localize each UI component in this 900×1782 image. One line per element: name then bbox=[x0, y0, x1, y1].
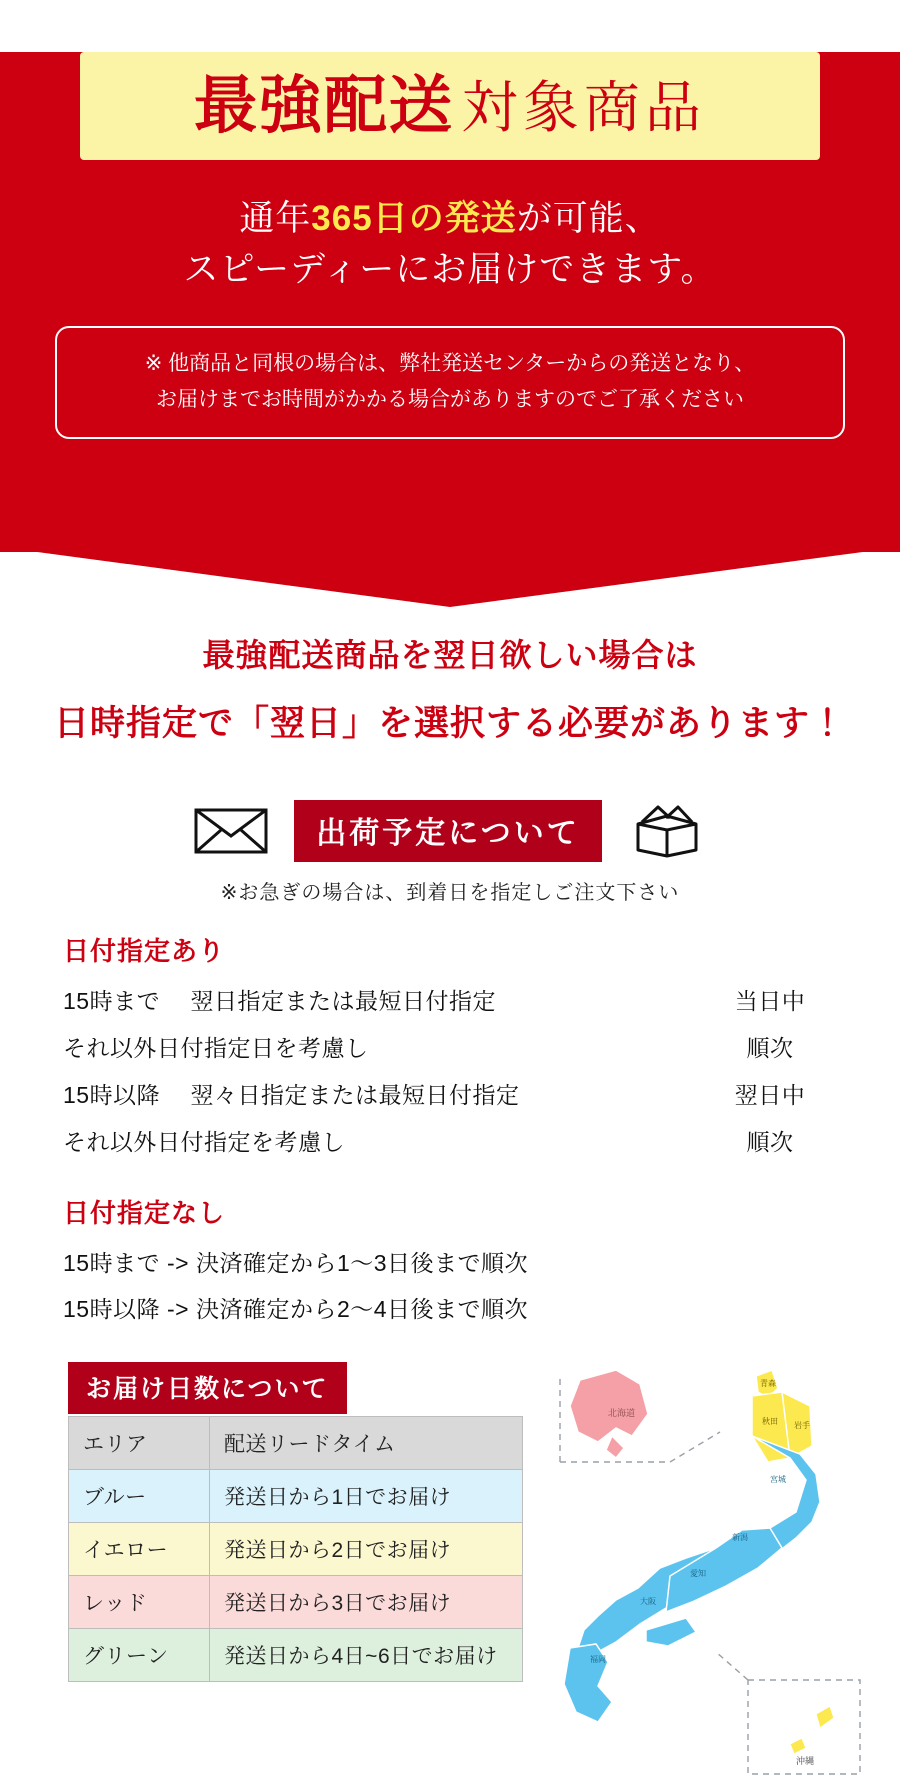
delivery-days-label: お届け日数について bbox=[68, 1362, 347, 1414]
hero-note bbox=[55, 326, 845, 440]
hero-subtitle-line1-highlight: 365日の発送 bbox=[311, 199, 517, 238]
map-label-niigata: 新潟 bbox=[732, 1532, 748, 1542]
hero-subtitle bbox=[0, 194, 900, 296]
schedule-row bbox=[55, 1025, 845, 1072]
table-cell-lead: 発送日から3日でお届け bbox=[210, 1575, 523, 1628]
hero-subtitle-line1 bbox=[0, 194, 900, 245]
japan-map bbox=[520, 1362, 880, 1782]
shipping-note: ※お急ぎの場合は、到着日を指定しご注文下さい bbox=[220, 882, 680, 904]
schedule-with-date bbox=[55, 931, 845, 1167]
hero-title-box bbox=[80, 52, 820, 160]
map-region-honshu bbox=[578, 1436, 820, 1654]
delivery-days-table bbox=[68, 1416, 523, 1682]
map-label-kansai: 大阪 bbox=[640, 1596, 656, 1606]
schedule-row bbox=[55, 1119, 845, 1166]
table-header-lead: 配送リードタイム bbox=[210, 1416, 523, 1469]
table-cell-lead: 発送日から1日でお届け bbox=[210, 1469, 523, 1522]
schedule-no-date bbox=[55, 1193, 845, 1332]
map-label-iwate: 岩手 bbox=[794, 1420, 810, 1430]
shipping-heading bbox=[0, 800, 900, 862]
hero-title-rest: 対象商品 bbox=[462, 76, 706, 139]
hero-title-strong: 最強配送 bbox=[194, 71, 454, 141]
map-region-shikoku bbox=[646, 1618, 696, 1646]
schedule-row-main: それ以外日付指定日を考慮し bbox=[63, 1035, 369, 1062]
schedule-row-right: 当日中 bbox=[734, 988, 806, 1014]
attention-block bbox=[0, 630, 900, 746]
hero-subtitle-line1-a: 通年 bbox=[239, 199, 312, 238]
map-label-fukuoka: 福岡 bbox=[590, 1654, 606, 1664]
table-cell-area: レッド bbox=[69, 1575, 210, 1628]
delivery-days-section bbox=[0, 1362, 900, 1782]
hero-note-line2: お届けまでお時間がかかる場合がありますのでご了承ください bbox=[156, 388, 744, 412]
hero-note-line1: ※ 他商品と同根の場合は、弊社発送センターからの発送となり、 bbox=[144, 351, 756, 375]
shipping-heading-label: 出荷予定について bbox=[294, 800, 601, 862]
table-row bbox=[69, 1522, 523, 1575]
table-cell-area: ブルー bbox=[69, 1469, 210, 1522]
schedule-row-right: 順次 bbox=[746, 1035, 794, 1062]
map-label-aomori: 青森 bbox=[760, 1378, 776, 1388]
schedule-row bbox=[55, 978, 845, 1025]
table-cell-area: イエロー bbox=[69, 1522, 210, 1575]
open-box-icon bbox=[628, 804, 706, 858]
schedule-row-main: 15時まで 翌日指定または最短日付指定 bbox=[63, 988, 496, 1014]
schedule-row bbox=[55, 1072, 845, 1119]
table-cell-lead: 発送日から4日~6日でお届け bbox=[210, 1628, 523, 1681]
map-label-hokkaido: 北海道 bbox=[608, 1407, 636, 1418]
attention-line1: 最強配送商品を翌日欲しい場合は bbox=[202, 637, 698, 673]
map-label-chubu: 愛知 bbox=[690, 1568, 706, 1578]
map-region-okinawa bbox=[816, 1706, 834, 1728]
schedule-row-right: 順次 bbox=[746, 1129, 794, 1156]
schedule-row-right: 翌日中 bbox=[734, 1082, 806, 1109]
table-row bbox=[69, 1628, 523, 1681]
hero-banner bbox=[0, 52, 900, 552]
schedule-row: 15時まで -> 決済確定から1〜3日後まで順次 bbox=[63, 1249, 529, 1276]
hero-subtitle-line2: スピーディーにお届けできます。 bbox=[183, 249, 717, 289]
table-row bbox=[69, 1416, 523, 1469]
no-date-title: 日付指定なし bbox=[63, 1197, 226, 1228]
map-label-okinawa: 沖縄 bbox=[796, 1755, 815, 1766]
map-label-akita: 秋田 bbox=[762, 1416, 778, 1426]
attention-line2: 日時指定で「翌日」を選択する必要があります！ bbox=[53, 704, 846, 743]
table-cell-lead: 発送日から2日でお届け bbox=[210, 1522, 523, 1575]
table-cell-area: グリーン bbox=[69, 1628, 210, 1681]
schedule-row: 15時以降 -> 決済確定から2〜4日後まで順次 bbox=[63, 1295, 529, 1322]
schedule-row-main: 15時以降 翌々日指定または最短日付指定 bbox=[63, 1082, 520, 1109]
table-row bbox=[69, 1575, 523, 1628]
map-region-hokkaido bbox=[570, 1370, 648, 1442]
schedule-row-main: それ以外日付指定を考慮し bbox=[63, 1129, 345, 1156]
table-row bbox=[69, 1469, 523, 1522]
table-header-area: エリア bbox=[69, 1416, 210, 1469]
envelope-icon bbox=[194, 806, 268, 856]
with-date-title: 日付指定あり bbox=[63, 936, 226, 966]
hero-subtitle-line1-c: が可能、 bbox=[516, 199, 661, 238]
map-label-miyagi: 宮城 bbox=[770, 1474, 786, 1484]
